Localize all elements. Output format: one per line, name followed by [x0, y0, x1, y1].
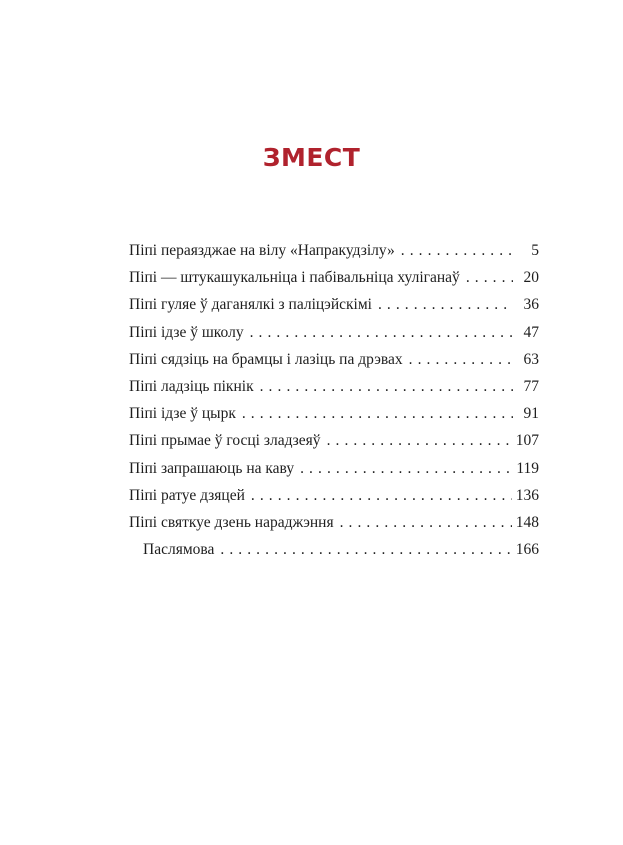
toc-entry-title: Пiпi сядзiць на брамцы i лазiць па дрэвах: [129, 350, 403, 368]
dot-leader: [300, 460, 512, 478]
toc-page-number: 148: [515, 513, 539, 531]
toc-entry-title: Паслямова: [143, 541, 215, 559]
toc-entry[interactable]: [129, 514, 539, 541]
dot-leader: [251, 487, 512, 505]
toc-entry[interactable]: [129, 296, 539, 323]
dot-leader: [340, 514, 512, 532]
toc-entry-afterword[interactable]: [129, 541, 539, 568]
toc-page-number: 166: [515, 541, 539, 559]
toc-entry-title: Пiпi ладзiць пiкнiк: [129, 377, 254, 395]
toc-page-number: 36: [523, 296, 539, 314]
toc-entry-title: Пiпi — штукашукальнiца i пабiвальнiца хулiганаў: [129, 269, 460, 287]
dot-leader: [260, 378, 513, 396]
page-title: ЗМЕСТ: [262, 143, 361, 172]
toc-entry[interactable]: [129, 432, 539, 459]
toc-entry[interactable]: [129, 324, 539, 351]
toc-entry[interactable]: [129, 351, 539, 378]
toc-entry[interactable]: [129, 378, 539, 405]
toc-entry[interactable]: [129, 405, 539, 432]
toc-page-number: 136: [515, 486, 539, 504]
toc-entry-title: Пiпi iдзе ў школу: [129, 323, 244, 341]
toc-entry-title: Пiпi ратуе дзяцей: [129, 486, 245, 504]
toc-page-number: 107: [515, 432, 539, 450]
dot-leader: [250, 324, 513, 342]
toc-entry[interactable]: [129, 269, 539, 296]
toc-entry-title: Пiпi iдзе ў цырк: [129, 405, 236, 423]
toc-entry[interactable]: [129, 460, 539, 487]
toc-entry-title: Пiпi пераязджае на вiлу «Напракудзiлу»: [129, 242, 395, 259]
toc-entry[interactable]: [129, 487, 539, 514]
toc-entry[interactable]: [129, 242, 539, 269]
toc-entry-title: Пiпi запрашаюць на каву: [129, 459, 295, 477]
toc-page-number: 119: [516, 459, 539, 477]
toc-entry-title: Пiпi святкуе дзень нараджэння: [129, 513, 334, 531]
toc-page-number: 20: [523, 269, 539, 287]
dot-leader: [242, 405, 513, 423]
toc-page-number: 63: [523, 350, 539, 368]
dot-leader: [378, 296, 513, 314]
toc-entry-title: Пiпi прымае ў госцi зладзеяў: [129, 432, 321, 450]
table-of-contents: [129, 242, 539, 568]
dot-leader: [466, 269, 513, 287]
toc-page-number: 77: [523, 377, 539, 395]
toc-entry-title: Пiпi гуляе ў даганялкi з палiцэйскiмi: [129, 296, 372, 314]
toc-page-number: 47: [523, 323, 539, 341]
dot-leader: [327, 432, 512, 450]
dot-leader: [220, 541, 511, 559]
toc-page-number: 91: [523, 405, 539, 423]
dot-leader: [401, 242, 513, 260]
toc-page-number: 5: [531, 242, 539, 259]
dot-leader: [409, 351, 513, 369]
